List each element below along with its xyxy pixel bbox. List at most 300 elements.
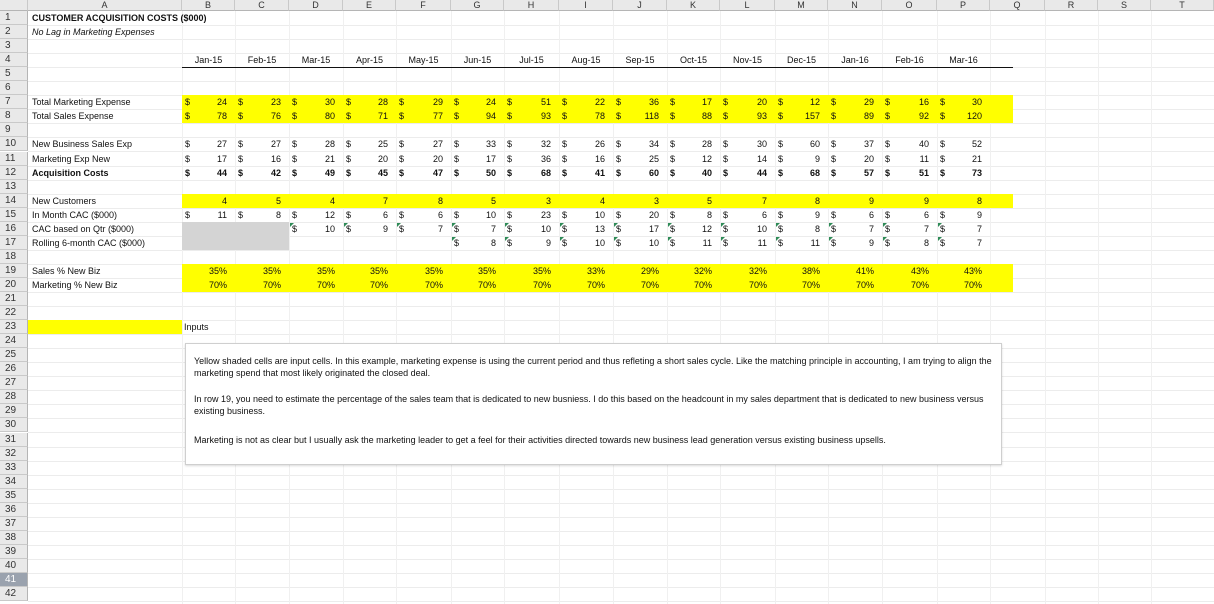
cell-value[interactable]: 93 <box>756 111 767 122</box>
note-marker <box>883 237 887 241</box>
column-header-L[interactable]: L <box>720 0 775 11</box>
currency-symbol: $ <box>562 237 568 248</box>
cell-value[interactable]: 16 <box>918 97 929 108</box>
cell-value[interactable]: 23 <box>540 209 551 220</box>
row-header-33[interactable]: 33 <box>0 461 28 475</box>
cell-value[interactable]: 45 <box>377 167 388 178</box>
row-header-3[interactable]: 3 <box>0 39 28 53</box>
cell-value[interactable]: 14 <box>756 153 767 164</box>
cell-value[interactable]: 9 <box>814 153 820 164</box>
cell-value[interactable]: 20 <box>377 153 388 164</box>
column-header-Q[interactable]: Q <box>990 0 1045 11</box>
column-header-J[interactable]: J <box>613 0 667 11</box>
cell-value[interactable]: 8 <box>976 195 982 206</box>
cell-value[interactable]: 70% <box>910 279 929 290</box>
currency-symbol: $ <box>346 111 352 122</box>
cell-value[interactable]: 20 <box>648 209 659 220</box>
month-header[interactable]: Nov-15 <box>732 55 762 66</box>
cell-value[interactable]: 10 <box>540 223 551 234</box>
cell-value[interactable]: 7 <box>976 223 982 234</box>
row-header-34[interactable]: 34 <box>0 475 28 489</box>
cell-value[interactable]: 36 <box>648 97 659 108</box>
row-header-30[interactable]: 30 <box>0 418 28 432</box>
cell-value[interactable]: 88 <box>701 111 712 122</box>
cell-value[interactable]: 157 <box>804 111 820 122</box>
row-gridline <box>28 334 1214 335</box>
cell-value[interactable]: 5 <box>706 195 712 206</box>
currency-symbol: $ <box>507 111 513 122</box>
row-header-11[interactable]: 11 <box>0 152 28 166</box>
cell-value[interactable]: 47 <box>432 167 443 178</box>
currency-symbol: $ <box>185 153 191 164</box>
column-header-K[interactable]: K <box>667 0 720 11</box>
note-marker <box>668 237 672 241</box>
cell-value[interactable]: 9 <box>923 195 929 206</box>
cell-value[interactable]: 11 <box>919 153 929 164</box>
currency-symbol: $ <box>831 167 837 178</box>
row-label-acq-costs[interactable]: Acquisition Costs <box>32 167 109 178</box>
cell-value[interactable]: 28 <box>701 139 712 150</box>
note-marker <box>505 237 509 241</box>
cell-value[interactable]: 70% <box>640 279 659 290</box>
row-header-13[interactable]: 13 <box>0 180 28 194</box>
currency-symbol: $ <box>778 139 784 150</box>
cell-value[interactable]: 35% <box>369 265 388 276</box>
cell-value[interactable]: 70% <box>963 279 982 290</box>
row-header-35[interactable]: 35 <box>0 489 28 503</box>
cell-value[interactable]: 93 <box>540 111 551 122</box>
row-header-23[interactable]: 23 <box>0 320 28 334</box>
row-label-total-marketing[interactable]: Total Marketing Expense <box>32 97 131 108</box>
row-label-in-month-cac[interactable]: In Month CAC ($000) <box>32 209 118 220</box>
cell-value[interactable]: 7 <box>382 195 388 206</box>
month-header[interactable]: Sep-15 <box>625 55 655 66</box>
row-header-12[interactable]: 12 <box>0 166 28 180</box>
row-header-40[interactable]: 40 <box>0 559 28 573</box>
cell-value[interactable]: 29 <box>432 97 443 108</box>
month-header[interactable]: Mar-15 <box>301 55 331 66</box>
cell-value[interactable]: 35% <box>316 265 335 276</box>
currency-symbol: $ <box>670 167 676 178</box>
cell-value[interactable]: 32% <box>693 265 712 276</box>
row-header-2[interactable]: 2 <box>0 25 28 39</box>
column-header-H[interactable]: H <box>504 0 559 11</box>
cell-value[interactable]: 16 <box>594 153 605 164</box>
month-header[interactable]: Oct-15 <box>679 55 707 66</box>
row-label-sales-pct[interactable]: Sales % New Biz <box>32 265 101 276</box>
cell-value[interactable]: 70% <box>316 279 335 290</box>
cell-value[interactable]: 4 <box>221 195 227 206</box>
cell-value[interactable]: 50 <box>485 167 496 178</box>
row-header-7[interactable]: 7 <box>0 95 28 109</box>
column-header-D[interactable]: D <box>289 0 343 11</box>
column-header-B[interactable]: B <box>182 0 235 11</box>
cell-value[interactable]: 9 <box>976 209 982 220</box>
cell-value[interactable]: 11 <box>810 237 820 248</box>
cell-value[interactable]: 3 <box>545 195 551 206</box>
row-label-rolling-cac[interactable]: Rolling 6-month CAC ($000) <box>32 237 146 248</box>
cell-value[interactable]: 10 <box>756 223 767 234</box>
cell-value[interactable]: 9 <box>814 209 820 220</box>
currency-symbol: $ <box>399 153 405 164</box>
row-label-new-biz-sales[interactable]: New Business Sales Exp <box>32 139 133 150</box>
cell-value[interactable]: 21 <box>971 153 982 164</box>
cell-value[interactable]: 12 <box>809 97 820 108</box>
cell-value[interactable]: 30 <box>756 139 767 150</box>
cell-value[interactable]: 120 <box>966 111 982 122</box>
cell-value[interactable]: 35% <box>208 265 227 276</box>
row-header-8[interactable]: 8 <box>0 109 28 123</box>
cell-value[interactable]: 4 <box>599 195 605 206</box>
cell-value[interactable]: 70% <box>693 279 712 290</box>
row-header-19[interactable]: 19 <box>0 264 28 278</box>
row-gridline <box>28 503 1214 504</box>
cell-value[interactable]: 8 <box>275 209 281 220</box>
cell-value[interactable]: 34 <box>648 139 659 150</box>
cell-value[interactable]: 13 <box>594 223 605 234</box>
cell-value[interactable]: 8 <box>814 223 820 234</box>
row-header-18[interactable]: 18 <box>0 250 28 264</box>
month-header[interactable]: Feb-15 <box>247 55 277 66</box>
cell-value[interactable]: 51 <box>918 167 929 178</box>
cell-value[interactable]: 17 <box>485 153 496 164</box>
cell-value[interactable]: 43% <box>910 265 929 276</box>
month-header[interactable]: Jun-15 <box>463 55 492 66</box>
cell-value[interactable]: 11 <box>702 237 712 248</box>
row-header-16[interactable]: 16 <box>0 222 28 236</box>
cell-value[interactable]: 12 <box>701 223 712 234</box>
cell-value[interactable]: 20 <box>756 97 767 108</box>
cell-value[interactable]: 21 <box>324 153 335 164</box>
row-header-24[interactable]: 24 <box>0 334 28 348</box>
cell-value[interactable]: 17 <box>701 97 712 108</box>
cell-value[interactable]: 10 <box>594 209 605 220</box>
cell-value[interactable]: 30 <box>324 97 335 108</box>
month-header[interactable]: Mar-16 <box>949 55 978 66</box>
cell-value[interactable]: 30 <box>971 97 982 108</box>
currency-symbol: $ <box>831 97 837 108</box>
row-header-5[interactable]: 5 <box>0 67 28 81</box>
month-header[interactable]: Apr-15 <box>355 55 383 66</box>
note-marker <box>883 223 887 227</box>
cell-value[interactable]: 70% <box>748 279 767 290</box>
column-header-A[interactable]: A <box>28 0 182 11</box>
column-header-G[interactable]: G <box>451 0 504 11</box>
row-header-29[interactable]: 29 <box>0 404 28 418</box>
cell-value[interactable]: 9 <box>382 223 388 234</box>
cell-value[interactable]: 70% <box>369 279 388 290</box>
cell-value[interactable]: 41% <box>855 265 874 276</box>
currency-symbol: $ <box>885 111 891 122</box>
column-header-N[interactable]: N <box>828 0 882 11</box>
currency-symbol: $ <box>670 223 676 234</box>
cell-value[interactable]: 8 <box>437 195 443 206</box>
row-header-4[interactable]: 4 <box>0 53 28 67</box>
row-header-28[interactable]: 28 <box>0 390 28 404</box>
row-header-36[interactable]: 36 <box>0 503 28 517</box>
currency-symbol: $ <box>778 97 784 108</box>
row-gridline <box>28 123 1214 124</box>
cell-value[interactable]: 41 <box>594 167 605 178</box>
cell-value[interactable]: 70% <box>801 279 820 290</box>
row-gridline <box>28 545 1214 546</box>
cell-value[interactable]: 26 <box>594 139 605 150</box>
month-header[interactable]: Dec-15 <box>786 55 816 66</box>
cell-value[interactable]: 37 <box>863 139 874 150</box>
cell-value[interactable]: 32 <box>540 139 551 150</box>
month-header[interactable]: Jan-16 <box>841 55 869 66</box>
cell-value[interactable]: 42 <box>270 167 281 178</box>
month-header[interactable]: Jul-15 <box>519 55 544 66</box>
cell-value[interactable]: 35% <box>477 265 496 276</box>
cell-value[interactable]: 5 <box>490 195 496 206</box>
cell-value[interactable]: 10 <box>324 223 335 234</box>
column-header-O[interactable]: O <box>882 0 937 11</box>
row-header-32[interactable]: 32 <box>0 447 28 461</box>
cell-value[interactable]: 35% <box>424 265 443 276</box>
row-header-31[interactable]: 31 <box>0 433 28 447</box>
row-header-1[interactable]: 1 <box>0 11 28 25</box>
column-header-C[interactable]: C <box>235 0 289 11</box>
row-header-9[interactable]: 9 <box>0 123 28 137</box>
row-header-25[interactable]: 25 <box>0 348 28 362</box>
cell-value[interactable]: 51 <box>540 97 551 108</box>
currency-symbol: $ <box>940 97 946 108</box>
cell-value[interactable]: 6 <box>382 209 388 220</box>
cell-value[interactable]: 44 <box>756 167 767 178</box>
column-header-E[interactable]: E <box>343 0 396 11</box>
cell-value[interactable]: 7 <box>976 237 982 248</box>
cell-value[interactable]: 4 <box>329 195 335 206</box>
cell-value[interactable]: 70% <box>477 279 496 290</box>
cell-value[interactable]: 70% <box>586 279 605 290</box>
cell-value[interactable]: 7 <box>923 223 929 234</box>
row-header-27[interactable]: 27 <box>0 376 28 390</box>
cell-value[interactable]: 7 <box>868 223 874 234</box>
cell-value[interactable]: 20 <box>863 153 874 164</box>
cell-value[interactable]: 24 <box>485 97 496 108</box>
cell-value[interactable]: 5 <box>275 195 281 206</box>
cell-value[interactable]: 40 <box>918 139 929 150</box>
cell-value[interactable]: 36 <box>540 153 551 164</box>
row-header-38[interactable]: 38 <box>0 531 28 545</box>
row-label-new-customers[interactable]: New Customers <box>32 195 97 206</box>
cell-value[interactable]: 17 <box>216 153 227 164</box>
cell-value[interactable]: 8 <box>706 209 712 220</box>
sheet-subtitle[interactable]: No Lag in Marketing Expenses <box>32 27 155 37</box>
currency-symbol: $ <box>346 209 352 220</box>
row-header-26[interactable]: 26 <box>0 362 28 376</box>
cell-value[interactable]: 7 <box>490 223 496 234</box>
cell-value[interactable]: 70% <box>208 279 227 290</box>
row-header-14[interactable]: 14 <box>0 194 28 208</box>
currency-symbol: $ <box>562 167 568 178</box>
row-label-marketing-pct[interactable]: Marketing % New Biz <box>32 279 118 290</box>
cell-value[interactable]: 27 <box>270 139 281 150</box>
cell-value[interactable]: 78 <box>216 111 227 122</box>
column-header-F[interactable]: F <box>396 0 451 11</box>
sheet-title[interactable]: CUSTOMER ACQUISITION COSTS ($000) <box>32 13 207 23</box>
cell-value[interactable]: 33 <box>485 139 496 150</box>
cell-value[interactable]: 32% <box>748 265 767 276</box>
cell-value[interactable]: 10 <box>594 237 605 248</box>
month-header[interactable]: Jan-15 <box>194 55 223 66</box>
row-header-15[interactable]: 15 <box>0 208 28 222</box>
cell-value[interactable]: 12 <box>324 209 335 220</box>
cell-value[interactable]: 73 <box>971 167 982 178</box>
cell-value[interactable]: 40 <box>701 167 712 178</box>
cell-value[interactable]: 43% <box>963 265 982 276</box>
cell-value[interactable]: 6 <box>923 209 929 220</box>
cell-value[interactable]: 8 <box>814 195 820 206</box>
cell-value[interactable]: 29 <box>863 97 874 108</box>
row-label-cac-qtr[interactable]: CAC based on Qtr ($000) <box>32 223 135 234</box>
cell-value[interactable]: 7 <box>761 195 767 206</box>
currency-symbol: $ <box>885 139 891 150</box>
row-header-6[interactable]: 6 <box>0 81 28 95</box>
cell-value[interactable]: 11 <box>757 237 767 248</box>
month-header-underline <box>182 67 1013 68</box>
currency-symbol: $ <box>831 209 837 220</box>
cell-value[interactable]: 8 <box>923 237 929 248</box>
cell-value[interactable]: 71 <box>377 111 388 122</box>
currency-symbol: $ <box>831 139 837 150</box>
month-header[interactable]: Aug-15 <box>571 55 601 66</box>
cell-value[interactable]: 70% <box>424 279 443 290</box>
cell-value[interactable]: 17 <box>648 223 659 234</box>
currency-symbol: $ <box>346 223 352 234</box>
currency-symbol: $ <box>885 223 891 234</box>
currency-symbol: $ <box>616 223 622 234</box>
currency-symbol: $ <box>238 97 244 108</box>
row-header-41[interactable]: 41 <box>0 573 28 587</box>
currency-symbol: $ <box>723 167 729 178</box>
cell-value[interactable]: 33% <box>586 265 605 276</box>
cell-value[interactable]: 6 <box>437 209 443 220</box>
cell-value[interactable]: 9 <box>545 237 551 248</box>
cell-value[interactable]: 29% <box>640 265 659 276</box>
row-header-17[interactable]: 17 <box>0 236 28 250</box>
row-header-39[interactable]: 39 <box>0 545 28 559</box>
month-header[interactable]: Feb-16 <box>895 55 924 66</box>
cell-value[interactable]: 12 <box>701 153 712 164</box>
cell-value[interactable]: 20 <box>432 153 443 164</box>
currency-symbol: $ <box>616 139 622 150</box>
row-label-total-sales[interactable]: Total Sales Expense <box>32 111 114 122</box>
cell-value[interactable]: 9 <box>868 237 874 248</box>
month-header[interactable]: May-15 <box>408 55 439 66</box>
cell-value[interactable]: 60 <box>648 167 659 178</box>
cell-value[interactable]: 3 <box>653 195 659 206</box>
currency-symbol: $ <box>616 111 622 122</box>
cell-value[interactable]: 24 <box>216 97 227 108</box>
cell-value[interactable]: 25 <box>648 153 659 164</box>
cell-value[interactable]: 35% <box>262 265 281 276</box>
row-gridline <box>28 25 1214 26</box>
cell-value[interactable]: 28 <box>324 139 335 150</box>
cell-value[interactable]: 25 <box>377 139 388 150</box>
note-marker <box>829 223 833 227</box>
cell-value[interactable]: 11 <box>217 209 227 220</box>
cell-value[interactable]: 68 <box>540 167 551 178</box>
column-header-R[interactable]: R <box>1045 0 1098 11</box>
inputs-label[interactable]: Inputs <box>184 322 209 332</box>
currency-symbol: $ <box>778 153 784 164</box>
cell-value[interactable]: 76 <box>270 111 281 122</box>
column-header-S[interactable]: S <box>1098 0 1151 11</box>
cell-value[interactable]: 68 <box>809 167 820 178</box>
cell-value[interactable]: 78 <box>594 111 605 122</box>
cell-value[interactable]: 118 <box>644 111 659 122</box>
cell-value[interactable]: 8 <box>490 237 496 248</box>
cell-value[interactable]: 89 <box>863 111 874 122</box>
row-header-21[interactable]: 21 <box>0 292 28 306</box>
currency-symbol: $ <box>185 111 191 122</box>
currency-symbol: $ <box>885 209 891 220</box>
notes-textbox[interactable] <box>185 343 1002 465</box>
cell-value[interactable]: 6 <box>868 209 874 220</box>
cell-value[interactable]: 23 <box>270 97 281 108</box>
currency-symbol: $ <box>831 223 837 234</box>
cell-value[interactable]: 44 <box>216 167 227 178</box>
currency-symbol: $ <box>778 209 784 220</box>
cell-value[interactable]: 38% <box>801 265 820 276</box>
column-header-T[interactable]: T <box>1151 0 1214 11</box>
cell-value[interactable]: 52 <box>971 139 982 150</box>
cell-value[interactable]: 16 <box>270 153 281 164</box>
column-header-P[interactable]: P <box>937 0 990 11</box>
row-header-37[interactable]: 37 <box>0 517 28 531</box>
cell-value[interactable]: 35% <box>532 265 551 276</box>
cell-value[interactable]: 92 <box>918 111 929 122</box>
row-header-10[interactable]: 10 <box>0 137 28 151</box>
currency-symbol: $ <box>723 139 729 150</box>
row-header-20[interactable]: 20 <box>0 278 28 292</box>
cell-value[interactable]: 27 <box>432 139 443 150</box>
cell-value[interactable]: 6 <box>761 209 767 220</box>
select-all-corner[interactable] <box>0 0 28 11</box>
currency-symbol: $ <box>238 139 244 150</box>
currency-symbol: $ <box>454 153 460 164</box>
cell-value[interactable]: 10 <box>485 209 496 220</box>
cell-value[interactable]: 80 <box>324 111 335 122</box>
currency-symbol: $ <box>292 167 298 178</box>
cell-value[interactable]: 60 <box>809 139 820 150</box>
note-marker <box>290 223 294 227</box>
row-label-marketing-new[interactable]: Marketing Exp New <box>32 153 111 164</box>
row-header-42[interactable]: 42 <box>0 587 28 601</box>
cell-value[interactable]: 10 <box>648 237 659 248</box>
column-header-I[interactable]: I <box>559 0 613 11</box>
cell-value[interactable]: 7 <box>437 223 443 234</box>
cell-value[interactable]: 9 <box>868 195 874 206</box>
cell-value[interactable]: 22 <box>594 97 605 108</box>
cell-value[interactable]: 77 <box>432 111 443 122</box>
cell-value[interactable]: 70% <box>262 279 281 290</box>
column-header-M[interactable]: M <box>775 0 828 11</box>
cell-value[interactable]: 57 <box>863 167 874 178</box>
cell-value[interactable]: 70% <box>855 279 874 290</box>
cell-value[interactable]: 94 <box>485 111 496 122</box>
note-marker <box>560 237 564 241</box>
currency-symbol: $ <box>346 139 352 150</box>
currency-symbol: $ <box>454 111 460 122</box>
cell-value[interactable]: 49 <box>324 167 335 178</box>
cell-value[interactable]: 70% <box>532 279 551 290</box>
cell-value[interactable]: 27 <box>216 139 227 150</box>
row-header-22[interactable]: 22 <box>0 306 28 320</box>
cell-value[interactable]: 28 <box>377 97 388 108</box>
